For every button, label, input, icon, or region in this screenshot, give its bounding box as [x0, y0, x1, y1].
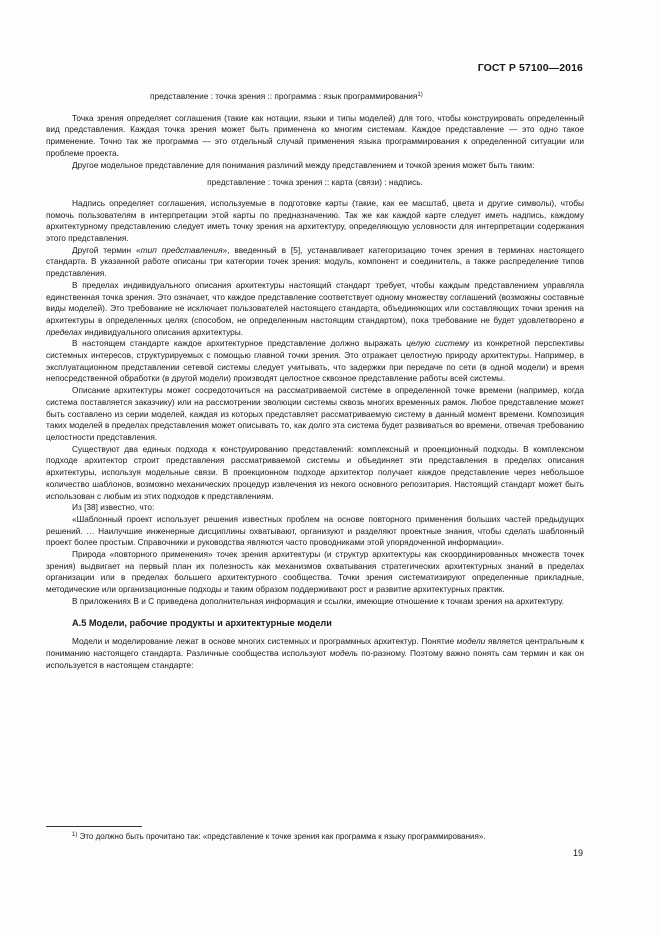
page-content	[46, 90, 584, 671]
paragraph: Другое модельное представление для понимания различий между представлением и точкой зрения может быть таким:	[72, 159, 535, 170]
text-run: В пределах индивидуального описания архитектуры настоящий стандарт требует, чтобы каждым представлением управляла единственная точка зрения. Это означает, что каждое представление соответствует одному множеству соглашений (возможны составные виды моделей). Это требование не исключает пользователей настоящего стандарта, объединяющих или составляющих точки зрения на архитектуры в определенных целях (способом, не определенным настоящим стандартом), пока требование не будет удовлетворено	[46, 279, 584, 325]
footnote-mark: 1)	[72, 832, 78, 838]
paragraph: Из [38] известно, что:	[72, 502, 155, 513]
text-run: Модели и моделирование лежат в основе многих системных и программных архитектур. Понятие	[72, 636, 457, 647]
paragraph: Существуют два единых подхода к конструированию представлений: комплексный и проекционный подходы. В комплексном подходе архитектор строит представления рассматриваемой системы и объединяет эти представления в пределах описания архитектуры, используя модельные связи. В проекционном подходе архитектор получает каждое представление через небольшое количество шаблонов, возможно механических процедур извлечения из некого основного репозитария. Настоящий стандарт может быть использован с любым из этих подходов к представлениям.	[46, 443, 584, 501]
formula-text: представление : точка зрения :: программа : язык программирования	[150, 91, 418, 101]
formula-map-legend: представление : точка зрения :: карта (связи) : надпись.	[207, 177, 423, 188]
paragraph	[46, 280, 584, 339]
italic-term: в пределах	[46, 314, 584, 337]
page-number: 19	[572, 848, 583, 858]
footnote	[46, 830, 584, 842]
text-run: является центральным к пониманию настоящего стандарта. Различные сообщества используют	[46, 636, 585, 658]
italic-term: модель	[329, 647, 359, 658]
text-run: индивидуального описания архитектуры.	[82, 326, 244, 337]
footnote-divider	[46, 826, 142, 827]
paragraph: Точка зрения определяет соглашения (такие как нотации, языки и типы моделей) для того, чтобы конструировать определенный вид представления. Каждая точка зрения может быть применена ко многим системам. Каждое представление — это одно такое применение. Точно так же программа — это отдельный случай применения языка программирования к определенной ситуации или проблеме проекта.	[46, 112, 584, 158]
section-heading: А.5 Модели, рабочие продукты и архитектурные модели	[72, 617, 332, 628]
italic-term: целую систему	[406, 338, 470, 349]
document-header: ГОСТ Р 57100—2016	[477, 62, 583, 74]
text-run: В настоящем стандарте каждое архитектурное представление должно выражать	[72, 338, 407, 349]
paragraph	[46, 636, 584, 671]
italic-term: модели	[456, 636, 486, 647]
footnote-text: Это должно быть прочитано так: «представление к точке зрения как программа к языку программирования».	[77, 832, 486, 841]
quotation: «Шаблонный проект использует решения известных проблем на основе повторного применения больших частей предыдущих решений. … Наилучшие инженерные дисциплины охватывают, организуют и разделяют проектные знания, чтобы сделать шаблонный проект более простым. Справочники и руководства являются часто проводниками этой упорядоченной информации».	[46, 513, 584, 548]
text-run: по-разному. Поэтому важно понять сам термин и как он используется в настоящем стандарте:	[46, 647, 584, 670]
footnote-reference: 1)	[417, 92, 423, 98]
text-run: Другой термин «	[72, 244, 141, 255]
paragraph: Надпись определяет соглашения, используемые в подготовке карты (такие, как ее масштаб, цвета и другие символы), чтобы помочь пользователям в интерпретации этой карты по предназначению. Так же как каждой карте следует иметь надпись, каждому архитектурному представлению следует иметь точку зрения на архитектуру, определяющую условности для интерпретации содержания этого представления.	[46, 197, 584, 244]
paragraph: В приложениях В и С приведена дополнительная информация и ссылки, имеющие отношение к точкам зрения на архитектуру.	[72, 595, 565, 606]
text-run: », введенный в [5], устанавливает категоризацию точек зрения в терминах настоящего стандарта. В указанной работе описаны три категории точек зрения: модуль, компонент и соединитель, а также распределение типов представления.	[46, 244, 584, 279]
text-run: из конкретной перспективы системных интересов, структурируемых с помощью главной точки зрения. Это отражает целостную природу архитектуры. Например, в эксплуатационном представлении сетевой системы следует учитывать, что задержки при передаче по сети (в одной модели) и время непосредственной обработки (в другой модели) производят целостное сквозное представление работы всей системы.	[46, 338, 584, 384]
formula-program-language	[46, 90, 584, 103]
paragraph	[46, 245, 584, 280]
italic-term: тип представления	[140, 244, 223, 255]
paragraph	[46, 338, 584, 385]
paragraph: Описание архитектуры может сосредоточиться на рассматриваемой системе в определенной точке времени (например, когда система поставляется заказчику) или на рассмотрении эволюции системы сквозь многих временных рамок. Любое представление может быть составлено из серии моделей, каждая из которых представляет рассматриваемую систему в данный момент времени. Композиция таких моделей в пределах представления может описывать то, как долго эта система будет развиваться во времени, отвечая требованию целостности представления.	[46, 385, 584, 442]
paragraph: Природа «повторного применения» точек зрения архитектуры (и структур архитектуры как скоординированных множеств точек зрения) выдвигает на первый план их полезность как механизмов охватывания стратегических архитектурных знаний в пределах организации или в пределах большего архитектурного сообщества. Точки зрения систематизируют определенные прикладные, методические или организационные подходы и таким образом поддерживают рост и развитие архитектурных практик.	[46, 549, 584, 595]
